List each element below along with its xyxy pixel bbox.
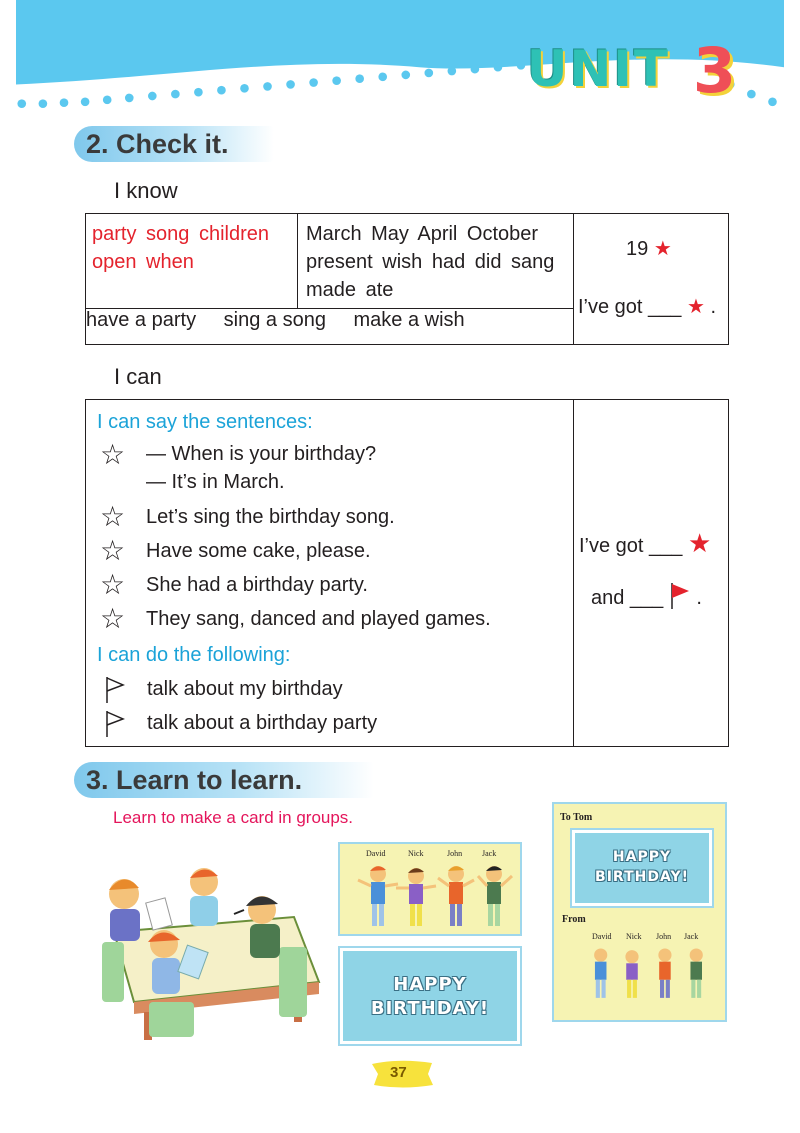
i-can-table	[85, 399, 729, 747]
outline-star-icon: ☆	[100, 535, 126, 566]
phrase-item: have a party	[86, 309, 197, 331]
phrase-item: sing a song	[223, 309, 326, 331]
outline-star-icon: ☆	[100, 603, 126, 634]
card-name: Nick	[626, 932, 642, 941]
card-happy-panel	[572, 830, 712, 906]
sentence-item: She had a birthday party.	[146, 574, 368, 596]
score-total-row	[626, 236, 672, 261]
section-heading-learn: 3. Learn to learn.	[74, 762, 374, 798]
red-flag-icon	[669, 582, 691, 610]
score-got-row	[578, 294, 716, 319]
phrase-cell	[86, 309, 574, 345]
do-heading: I can do the following:	[97, 644, 291, 666]
outline-star-icon: ☆	[100, 569, 126, 600]
say-heading: I can say the sentences:	[97, 411, 313, 433]
score-cell	[574, 214, 729, 345]
score-got-text: I’ve got ___	[578, 296, 682, 318]
can-and-text: and ___	[591, 587, 664, 609]
card-name: Jack	[482, 849, 497, 858]
header-band	[0, 0, 800, 120]
outline-flag-icon	[104, 676, 126, 704]
red-word-list: party song children open when	[92, 223, 269, 273]
card-name: David	[366, 849, 386, 858]
card-name: David	[592, 932, 612, 941]
i-can-label: I can	[114, 364, 162, 389]
sentence-item: — When is your birthday?	[146, 443, 377, 465]
four-kids-illustration	[348, 860, 518, 934]
i-know-label: I know	[114, 178, 178, 203]
unit-title: UNIT	[526, 40, 670, 98]
card-name: Jack	[684, 932, 699, 941]
unit-number: 3	[692, 34, 736, 107]
sentence-item: Let’s sing the birthday song.	[146, 506, 395, 528]
outline-star-icon: ☆	[100, 501, 126, 532]
card-name: Nick	[408, 849, 424, 858]
can-list-cell	[86, 400, 574, 747]
page-number-badge	[370, 1058, 434, 1090]
four-kids-illustration	[576, 942, 716, 1006]
card-cover-happy-birthday	[340, 948, 520, 1044]
black-word-list: March May April October present wish had did sang made ate	[306, 223, 555, 301]
red-star-icon: ★	[687, 528, 712, 558]
phrase-item: make a wish	[353, 309, 465, 331]
score-end: .	[710, 296, 717, 318]
learn-instruction: Learn to make a card in groups.	[113, 808, 354, 827]
can-do-item: talk about a birthday party	[147, 712, 378, 734]
kids-at-table-illustration	[94, 862, 324, 1042]
can-got-row	[579, 528, 711, 559]
red-star-icon: ★	[686, 296, 705, 318]
page-number: 37	[390, 1064, 407, 1081]
card-from-label: From	[562, 914, 586, 925]
can-end: .	[696, 587, 702, 609]
red-star-icon: ★	[653, 238, 672, 260]
card-name: John	[656, 932, 672, 941]
outline-flag-icon	[104, 710, 126, 738]
black-word-cell	[298, 214, 574, 309]
happy-text: HAPPY BIRTHDAY!	[370, 974, 490, 1019]
section-heading-check-it: 2. Check it.	[74, 126, 274, 162]
sentence-item: Have some cake, please.	[146, 540, 371, 562]
outline-star-icon: ☆	[100, 439, 126, 470]
can-and-row	[591, 582, 702, 610]
can-score-cell	[574, 400, 729, 747]
can-do-item: talk about my birthday	[147, 678, 343, 700]
sentence-item: — It’s in March.	[146, 471, 285, 493]
sentence-item: They sang, danced and played games.	[146, 608, 491, 630]
card-finished	[552, 802, 727, 1022]
card-inside-kids	[338, 842, 522, 936]
i-know-table	[85, 213, 729, 345]
can-got-text: I’ve got ___	[579, 535, 683, 557]
score-total: 19	[626, 238, 649, 260]
red-word-cell	[86, 214, 298, 309]
card-to-label: To Tom	[560, 812, 593, 823]
card-name: John	[447, 849, 463, 858]
happy-text: HAPPY BIRTHDAY!	[595, 849, 689, 885]
